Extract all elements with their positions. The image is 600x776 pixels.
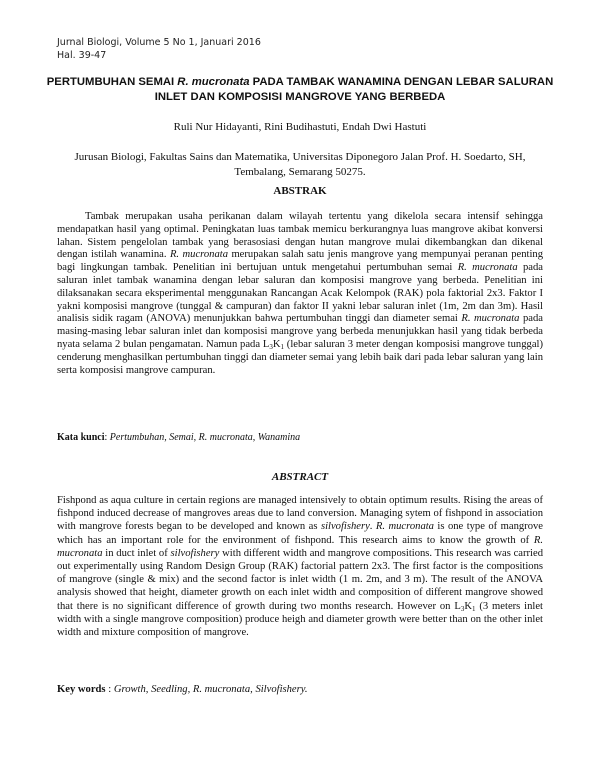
abstract-text: in duct inlet of (102, 547, 171, 559)
abstrak-text: Tambak merupakan usaha perikanan dalam wilayah tertentu yang dikelola secara intensif sehingga mendapatkan hasil yang optimal. Peningkatan luas tambak memicu berkurangnya luas mangrove akibat konversi lahan. Sistem pengelolan tambak yang berasosiasi dengan hutan mangrove mulai dikembangkan dan dikenal dengan istilah wanamina. (57, 211, 543, 261)
abstract-heading: ABSTRACT (271, 471, 329, 483)
abstract-term: silvofishery (170, 547, 220, 559)
kata-kunci-label: Kata kunci (57, 432, 105, 443)
title-part-1: PERTUMBUHAN SEMAI (46, 76, 178, 88)
affiliation-line-1: Jurusan Biologi, Fakultas Sains dan Matematika, Universitas Diponegoro Jalan Prof. H. Soedarto, SH, (74, 151, 526, 163)
abstrak-text: pada masing-masing lebar saluran inlet dan komposisi mangrove yang berbeda menunjukkan hasil yang tidak berbeda nyata selama 2 bulan pengamatan. Namun pada L (57, 313, 543, 350)
abstrak-species: R. mucronata (461, 313, 520, 325)
kata-kunci (57, 431, 300, 444)
abstrak-text: merupakan salah satu jenis mangrove yang mempunyai peranan penting bagi lingkungan tambak. Penelitian ini bertujuan untuk mengetahui pertumbuhan semai (57, 249, 543, 274)
key-words-sep: : (105, 684, 114, 695)
abstract-subscript: 1 (471, 604, 476, 613)
abstract-species: R. mucronata (57, 534, 543, 559)
abstrak-text: K (272, 338, 281, 350)
key-words-label: Key words (57, 684, 106, 695)
affiliation (70, 150, 530, 179)
kata-kunci-terms: Pertumbuhan, Semai, R. mucronata, Wanamina (109, 432, 301, 443)
journal-info (57, 36, 261, 62)
journal-citation: Jurnal Biologi, Volume 5 No 1, Januari 2016 (57, 37, 261, 48)
abstrak-species: R. mucronata (457, 262, 518, 274)
journal-pages: Hal. 39-47 (57, 50, 107, 61)
abstrak-subscript: 3 (269, 342, 273, 351)
abstract-body (57, 494, 543, 639)
key-words-terms: Growth, Seedling, R. mucronata, Silvofishery. (113, 684, 308, 695)
paper-title (40, 75, 560, 104)
kata-kunci-sep: : (104, 432, 110, 443)
abstract-text: Fishpond as aqua culture in certain regions are managed intensively to obtain optimum results. Rising the areas of fishpond induced decrease of mangroves areas due to land conversion. Managing sytem of fishpond in association with mangrove forests began to be developed and known as (57, 495, 543, 533)
abstract-text: with different width and mangrove compositions. This research was carried out experimentally using Random Design Group (RAK) factorial pattern 2x3. The first factor is the compositions of mangrove (single & mix) and the second factor is inlet width (1 m. 2m, and 3 m). The result of the ANOVA analysis showed that height, diameter growth on each inlet width and composition of different mangrove showed that there is no significant difference of growth during two months research. However on L (57, 547, 543, 612)
abstrak-subscript: 1 (280, 342, 284, 351)
title-species: R. mucronata (177, 76, 250, 88)
abstract-text: (3 meters inlet width with a single mangrove composition) produce heigh and diameter growth were better than on the other inlet width and mixture composition of mangrove. (57, 600, 543, 639)
abstract-subscript: 3 (460, 604, 465, 613)
abstrak-species: R. mucronata (169, 249, 229, 261)
abstrak-heading: ABSTRAK (273, 185, 327, 197)
abstract-species: R. mucronata (375, 521, 434, 533)
abstract-text: . (369, 521, 376, 533)
abstrak-body (57, 211, 543, 377)
key-words (57, 683, 308, 696)
abstract-text: K (464, 600, 472, 612)
abstrak-text: (lebar saluran 3 meter dengan komposisi mangrove tunggal) cenderung menghasilkan pertumbuhan tinggi dan diameter semai yang lebih baik dari pada lebar saluran yang lain serta komposisi mangrove campuran. (57, 338, 543, 376)
authors: Ruli Nur Hidayanti, Rini Budihastuti, Endah Dwi Hastuti (173, 121, 427, 133)
abstrak-text: pada saluran inlet tambak wanamina dengan lebar saluran dan komposisi mangrove yang berbeda. Penelitian ini dilaksanakan secara eksperimental menggunakan Rancangan Acak Kelompok (RAK) pola faktorial 2x3. Faktor I yakni komposisi mangrove (tunggal & campuran) dan faktor II yakni lebar saluran inlet (1m, 2m dan 3m). Hasil analisis sidik ragam (ANOVA) menunjukkan bahwa pertumbuhan tinggi dan diameter semai (57, 262, 543, 325)
title-part-2: PADA TAMBAK WANAMINA DENGAN LEBAR SALURAN INLET DAN KOMPOSISI MANGROVE YANG BERBEDA (154, 76, 554, 103)
abstract-term: silvofishery (320, 521, 370, 533)
abstract-text: is one type of mangrove which has an important role for the environment of fishpond. This research aims to know the growth of (57, 521, 544, 546)
affiliation-line-2: Tembalang, Semarang 50275. (234, 165, 366, 178)
